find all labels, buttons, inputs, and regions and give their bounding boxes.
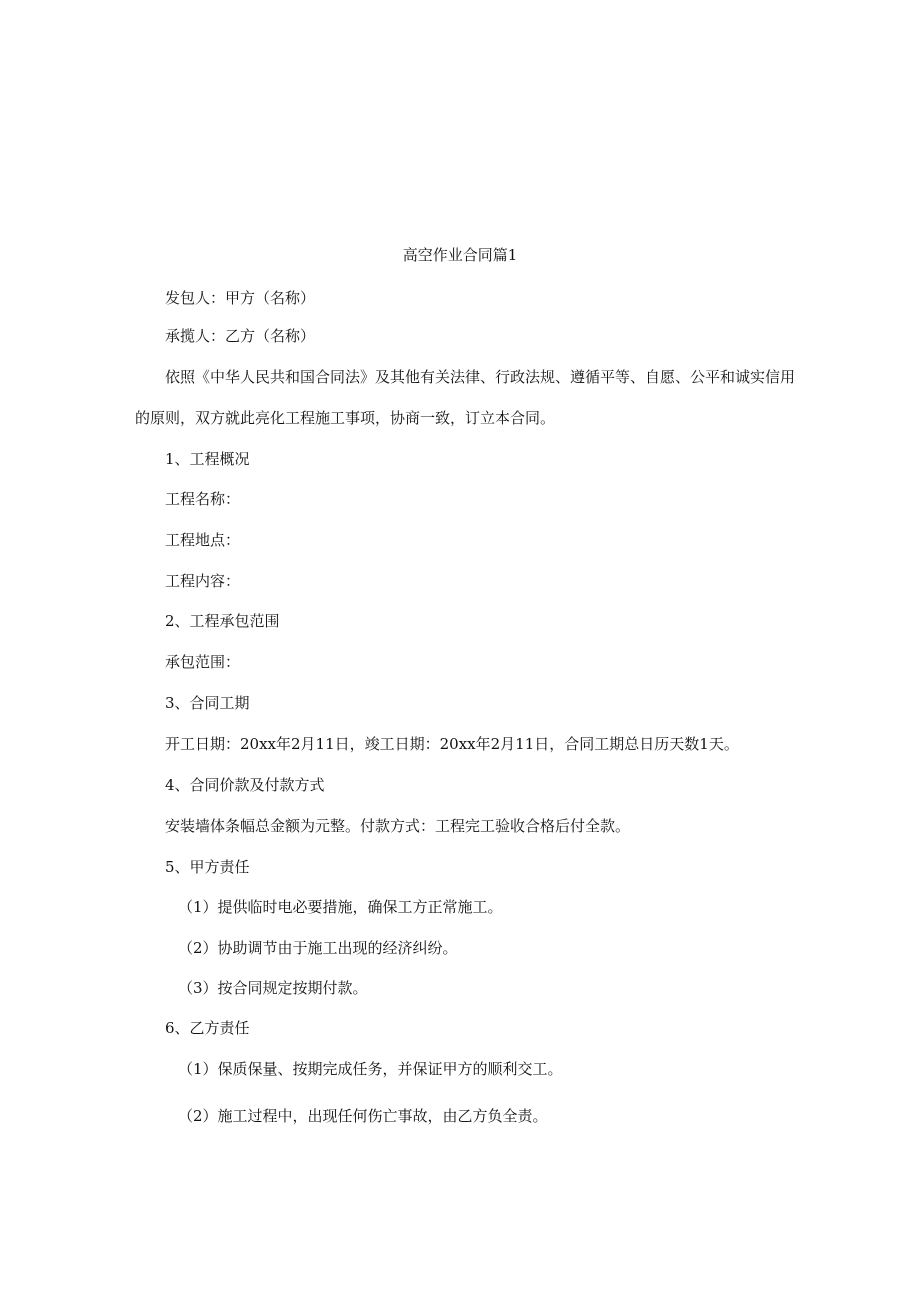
section-2-heading: 2、工程承包范围 [165, 612, 280, 630]
section-5-heading: 5、甲方责任 [165, 858, 250, 876]
party-b-duty-1: （1）保质保量、按期完成任务，并保证甲方的顺利交工。 [178, 1060, 563, 1078]
contract-period-line: 开工日期：20xx年2月11日，竣工日期：20xx年2月11日，合同工期总日历天数1天。 [165, 735, 739, 753]
preamble-line-2: 的原则，双方就此亮化工程施工事项，协商一致，订立本合同。 [135, 409, 556, 427]
document-title: 高空作业合同篇1 [402, 246, 518, 264]
party-a-duty-3: （3）按合同规定按期付款。 [178, 979, 368, 997]
party-a-duty-1: （1）提供临时电必要措施，确保工方正常施工。 [178, 898, 503, 916]
section-1-heading: 1、工程概况 [165, 450, 250, 468]
preamble-line-1: 依照《中华人民共和国合同法》及其他有关法律、行政法规、遵循平等、自愿、公平和诚实信用 [165, 368, 796, 386]
contract-scope-field: 承包范围： [165, 653, 241, 671]
section-6-heading: 6、乙方责任 [165, 1019, 250, 1037]
project-name-field: 工程名称： [165, 490, 241, 508]
party-b-duty-2: （2）施工过程中，出现任何伤亡事故，由乙方负全责。 [178, 1107, 548, 1125]
party-a-line: 发包人：甲方（名称） [165, 289, 316, 307]
section-4-heading: 4、合同价款及付款方式 [165, 776, 325, 794]
party-b-line: 承揽人：乙方（名称） [165, 327, 316, 345]
party-a-duty-2: （2）协助调节由于施工出现的经济纠纷。 [178, 939, 458, 957]
payment-line: 安装墙体条幅总金额为元整。付款方式：工程完工验收合格后付全款。 [165, 817, 631, 835]
section-3-heading: 3、合同工期 [165, 694, 250, 712]
project-content-field: 工程内容： [165, 572, 241, 590]
project-location-field: 工程地点： [165, 531, 241, 549]
